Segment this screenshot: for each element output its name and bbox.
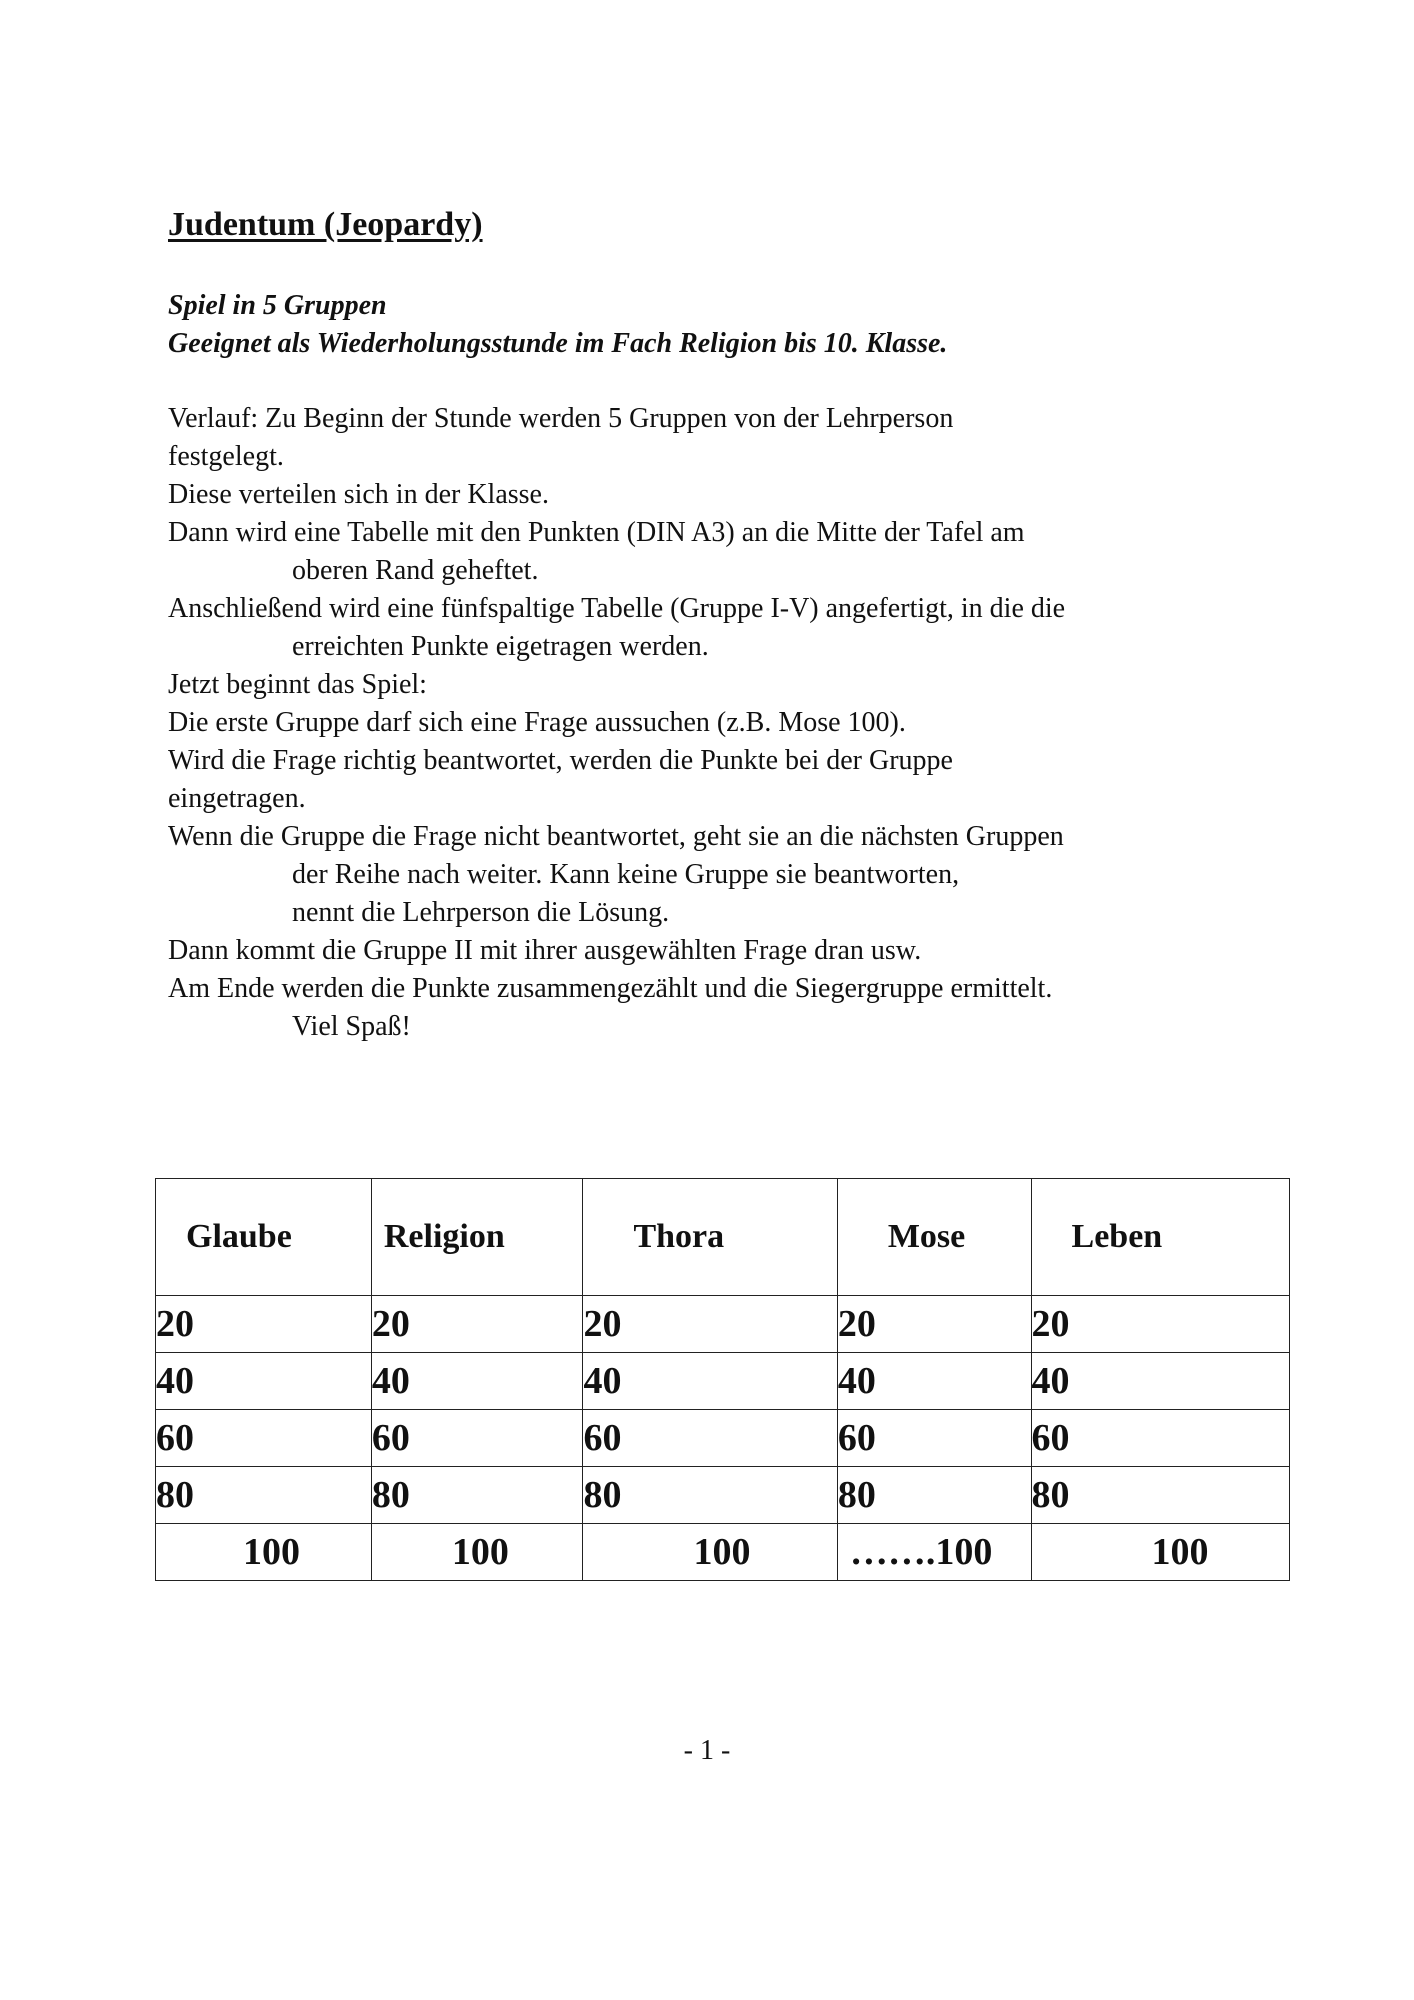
points-cell: 80: [837, 1467, 1031, 1524]
column-header-label: Mose: [887, 1218, 966, 1255]
body-line: Dann wird eine Tabelle mit den Punkten (DIN A3) an die Mitte der Tafel am: [168, 517, 1025, 548]
body-line: Jetzt beginnt das Spiel:: [168, 669, 427, 700]
points-cell: …….100: [837, 1524, 1031, 1581]
body-line-closing: Viel Spaß!: [292, 1011, 411, 1042]
points-cell: 60: [371, 1410, 583, 1467]
table-row: [156, 1296, 1290, 1353]
points-cell: 60: [156, 1410, 372, 1467]
points-cell: 100: [583, 1524, 837, 1581]
table-header-row: [156, 1179, 1290, 1296]
points-cell: 60: [1031, 1410, 1289, 1467]
body-line: Wenn die Gruppe die Frage nicht beantwortet, geht sie an die nächsten Gruppen: [168, 821, 1064, 852]
points-cell: 40: [837, 1353, 1031, 1410]
points-cell: 60: [837, 1410, 1031, 1467]
body-line: Die erste Gruppe darf sich eine Frage aussuchen (z.B. Mose 100).: [168, 707, 906, 738]
points-cell: 100: [1031, 1524, 1289, 1581]
body-line: der Reihe nach weiter. Kann keine Gruppe sie beantworten,: [292, 859, 960, 890]
column-header-thora: [583, 1179, 837, 1296]
subtitle-groups: Spiel in 5 Gruppen: [168, 290, 387, 321]
column-header-glaube: [156, 1179, 372, 1296]
body-line: Anschließend wird eine fünfspaltige Tabelle (Gruppe I-V) angefertigt, in die die: [168, 593, 1066, 624]
body-line: nennt die Lehrperson die Lösung.: [292, 897, 670, 928]
column-header-label: Glaube: [186, 1218, 292, 1255]
table-row: [156, 1524, 1290, 1581]
body-line: Wird die Frage richtig beantwortet, werden die Punkte bei der Gruppe: [168, 745, 953, 776]
column-header-label: Thora: [633, 1218, 725, 1255]
points-cell: 20: [371, 1296, 583, 1353]
column-header-mose: [837, 1179, 1031, 1296]
points-cell: 80: [371, 1467, 583, 1524]
points-cell: 60: [583, 1410, 837, 1467]
subtitle-suitability: Geeignet als Wiederholungsstunde im Fach Religion bis 10. Klasse.: [168, 328, 948, 359]
body-line: Dann kommt die Gruppe II mit ihrer ausgewählten Frage dran usw.: [168, 935, 922, 966]
body-line: erreichten Punkte eigetragen werden.: [292, 631, 709, 662]
column-header-label: Leben: [1071, 1218, 1163, 1255]
jeopardy-points-table: [155, 1178, 1290, 1581]
points-cell: 80: [156, 1467, 372, 1524]
body-line: Am Ende werden die Punkte zusammengezählt und die Siegergruppe ermittelt.: [168, 973, 1053, 1004]
points-cell: 40: [156, 1353, 372, 1410]
body-line: Verlauf: Zu Beginn der Stunde werden 5 Gruppen von der Lehrperson: [168, 403, 954, 434]
page-number: - 1 -: [683, 1735, 731, 1766]
points-cell: 40: [1031, 1353, 1289, 1410]
points-cell: 40: [583, 1353, 837, 1410]
points-cell: 80: [583, 1467, 837, 1524]
points-cell: 100: [371, 1524, 583, 1581]
document-title: Judentum (Jeopardy): [168, 206, 483, 243]
body-line: Diese verteilen sich in der Klasse.: [168, 479, 549, 510]
points-cell: 100: [156, 1524, 372, 1581]
points-cell: 80: [1031, 1467, 1289, 1524]
points-cell: 40: [371, 1353, 583, 1410]
body-line: oberen Rand geheftet.: [292, 555, 539, 586]
points-cell: 20: [1031, 1296, 1289, 1353]
points-cell: 20: [583, 1296, 837, 1353]
points-cell: 20: [837, 1296, 1031, 1353]
column-header-label: Religion: [383, 1218, 505, 1255]
procedure-text: [168, 400, 1268, 1046]
table-row: [156, 1410, 1290, 1467]
table-row: [156, 1467, 1290, 1524]
table-row: [156, 1353, 1290, 1410]
column-header-religion: [371, 1179, 583, 1296]
body-line: eingetragen.: [168, 783, 306, 814]
points-cell: 20: [156, 1296, 372, 1353]
body-line: festgelegt.: [168, 441, 284, 472]
column-header-leben: [1031, 1179, 1289, 1296]
